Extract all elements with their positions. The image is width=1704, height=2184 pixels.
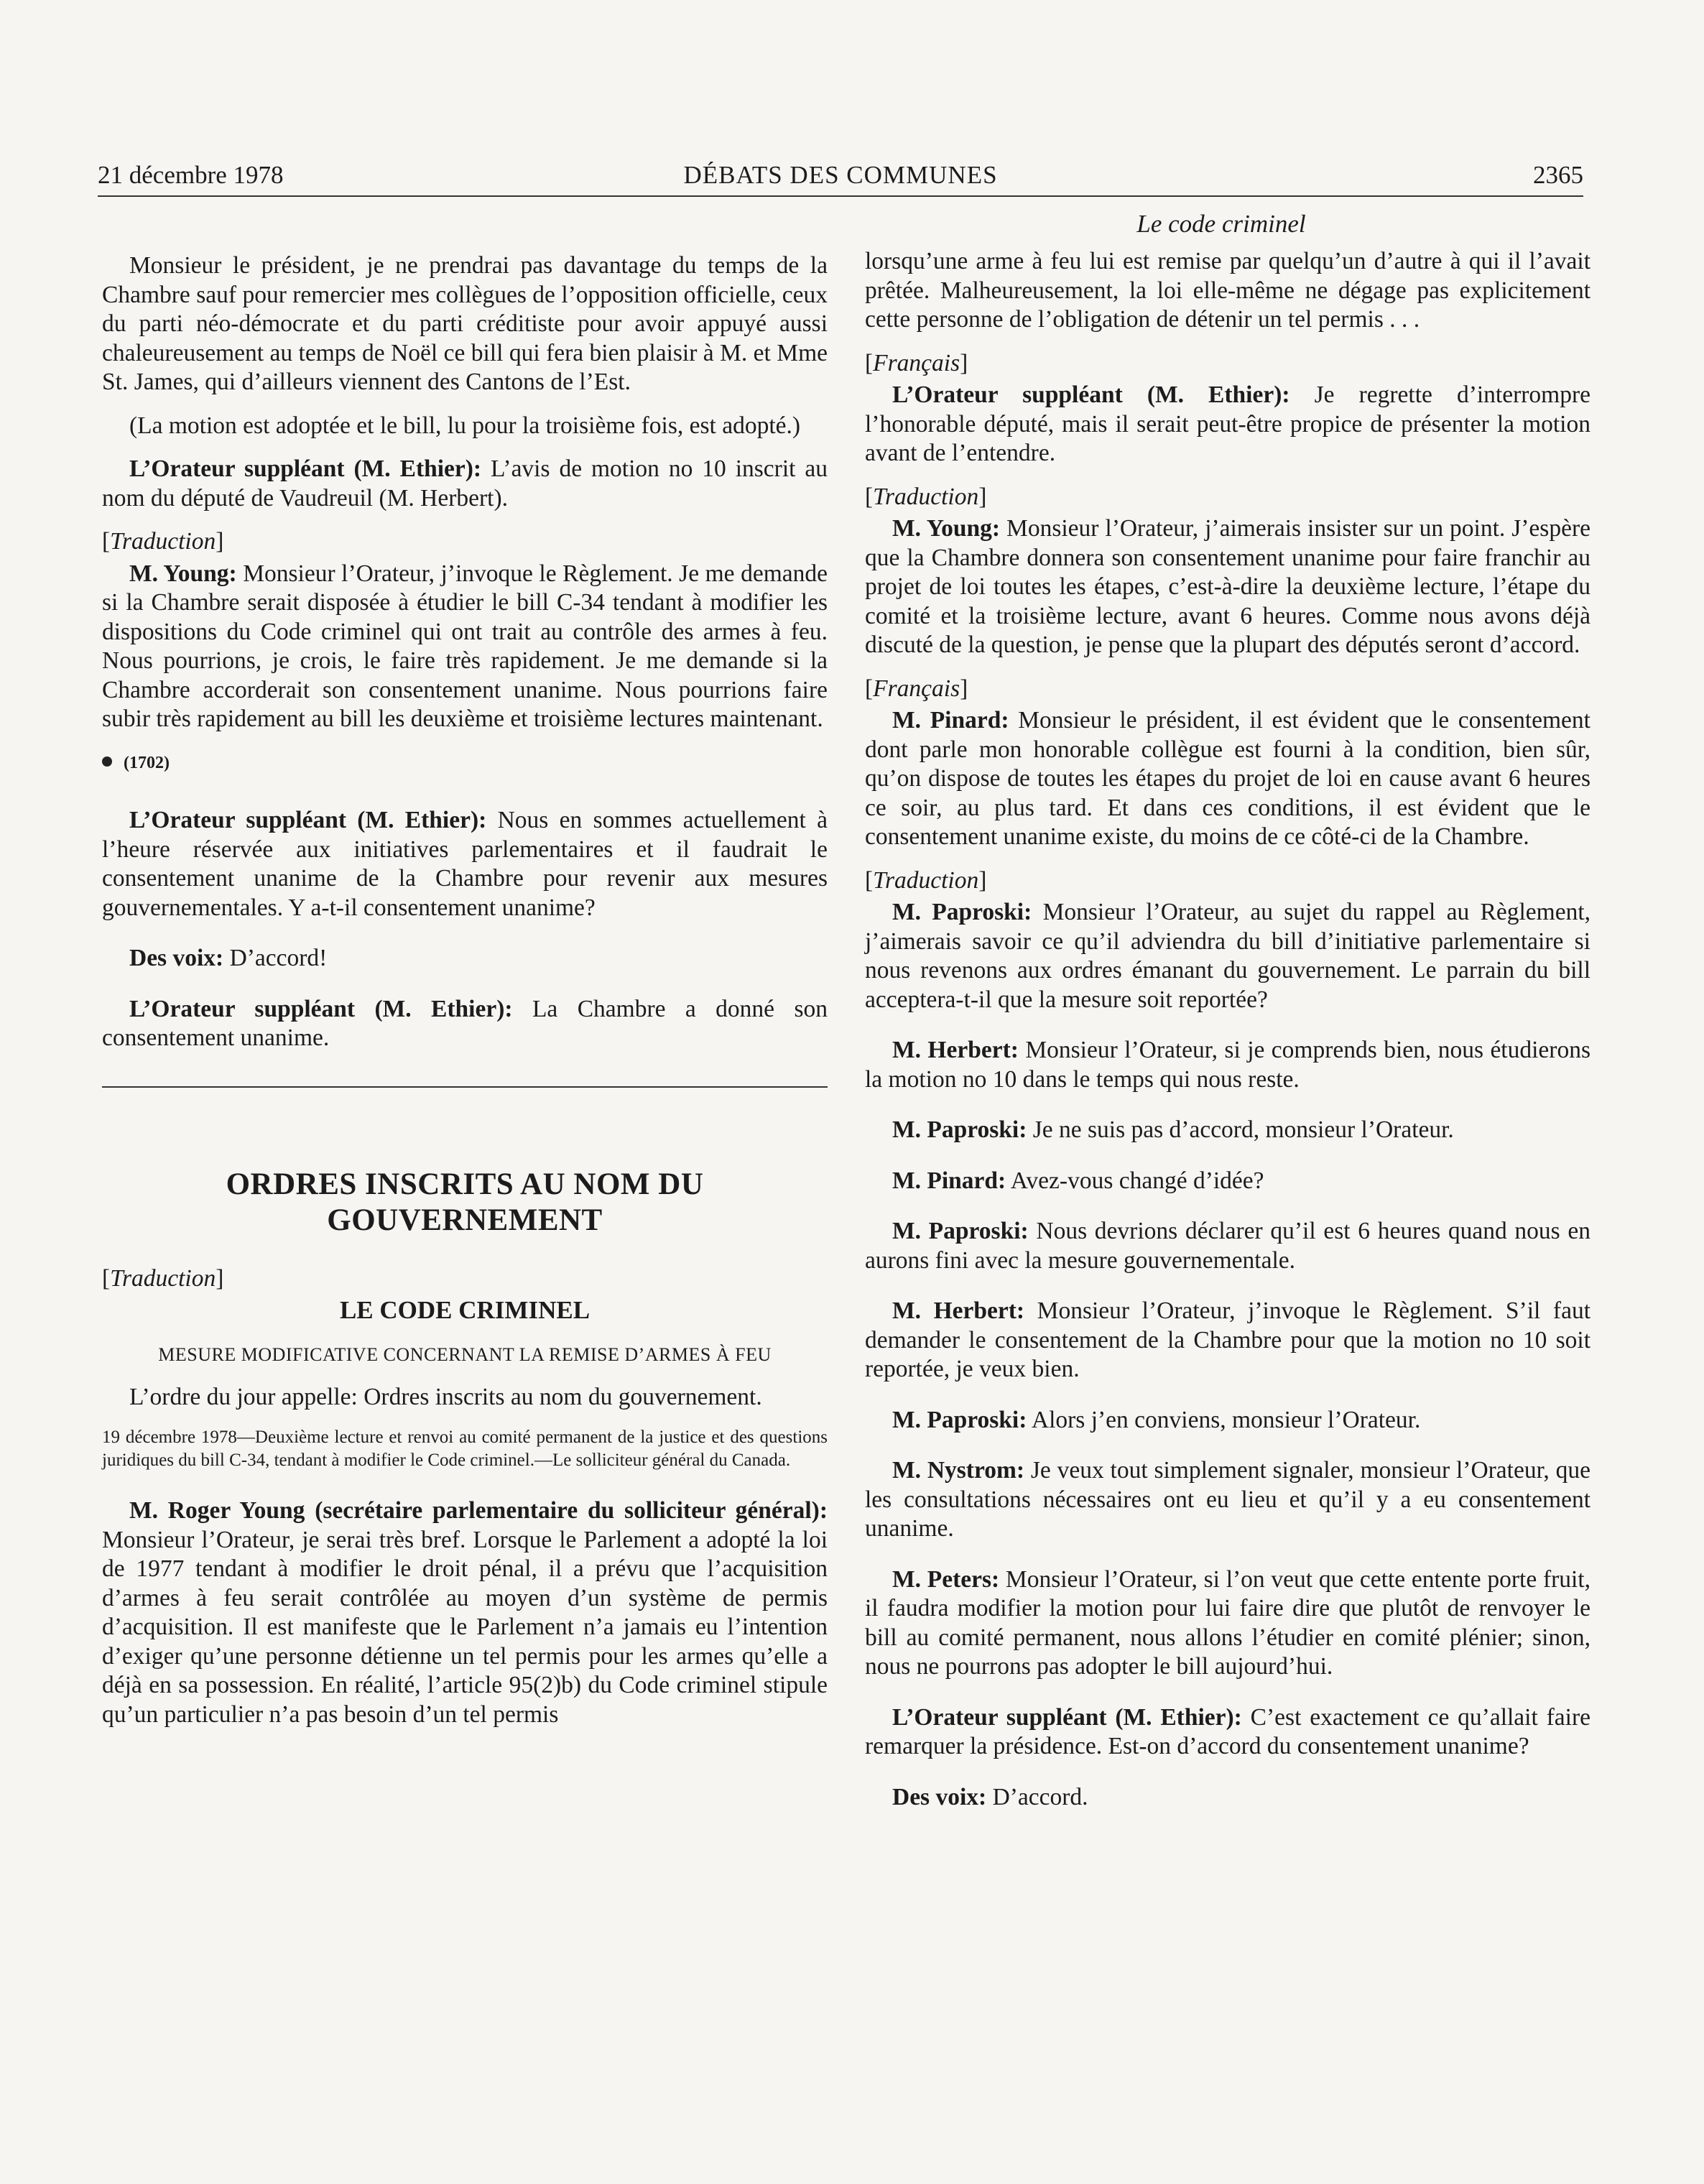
speech-text: D’accord!: [223, 945, 328, 971]
speech-text: Monsieur l’Orateur, j’invoque le Règlement. Je me demande si la Chambre serait disposée à étudier le bill C-34 tendant à modifier les dispositions du Code criminel qui ont trait au contrôle des armes à feu. Nous pourrions, je crois, le faire très rapidement. Je me demande si la Chambre accorderait son consentement unanime. Nous pourrions faire subir très rapidement au bill les deuxième et troisième lectures maintenant.: [102, 560, 828, 732]
speech-text: Nous devrions déclarer qu’il est 6 heures quand nous en aurons fini avec la mesure gouvernementale.: [865, 1218, 1591, 1274]
speaker: M. Paproski:: [892, 1116, 1027, 1143]
speech: [102, 995, 828, 1053]
speaker: M. Herbert:: [892, 1037, 1019, 1063]
speaker: M. Roger Young (secrétaire parlementaire du solliciteur général):: [129, 1497, 828, 1524]
speaker: M. Young:: [129, 560, 237, 587]
speech: [865, 1036, 1590, 1094]
speaker: Des voix:: [129, 945, 224, 971]
language-tag: [Français]: [865, 349, 968, 376]
speech-text: Je ne suis pas d’accord, monsieur l’Orateur.: [1027, 1116, 1454, 1143]
speech: [102, 1496, 828, 1729]
speech: [865, 1783, 1590, 1813]
speech: [865, 514, 1590, 660]
paragraph: L’ordre du jour appelle: Ordres inscrits au nom du gouvernement.: [129, 1383, 762, 1410]
language-tag: [Traduction]: [865, 866, 987, 894]
speech-text: Je regrette d’interrompre l’honorable député, mais il serait peut-être propice de présenter la motion avant de l’entendre.: [865, 381, 1590, 466]
speech: [102, 806, 828, 922]
speaker: L’Orateur suppléant (M. Ethier):: [892, 381, 1290, 408]
language-tag: [Traduction]: [865, 483, 987, 510]
page-header: [98, 155, 1583, 197]
speech: [865, 1297, 1590, 1384]
speech-text: Nous en sommes actuellement à l’heure réservée aux initiatives parlementaires et il faudrait le consentement unanime de la Chambre pour revenir aux mesures gouvernementales. Y a-t-il consentement unanime?: [102, 807, 828, 921]
speech-text: Monsieur l’Orateur, si l’on veut que cette entente porte fruit, il faudra modifier la motion pour lui faire dire que plutôt de renvoyer le bill au comité permanent, nous allons l’étudier en comité plénier; sinon, nous ne pourrons pas adopter le bill aujourd’hui.: [865, 1565, 1590, 1680]
speech: [865, 381, 1590, 468]
speech: [102, 455, 828, 513]
language-tag: [Traduction]: [102, 1264, 224, 1292]
speech-text: Monsieur le président, il est évident que le consentement dont parle mon honorable collègue est fourni à la condition, bien sûr, qu’on dispose de toutes les étapes du projet de loi en cause avant 6 heures ce soir, au plus tard. Et dans ces conditions, il est évident que le consentement unanime existe, du moins de ce côté-ci de la Chambre.: [865, 707, 1590, 850]
speaker: L’Orateur suppléant (M. Ethier):: [129, 807, 487, 833]
section-title: ORDRES INSCRITS AU NOM DU GOUVERNEMENT: [226, 1167, 704, 1237]
speech-text: Monsieur l’Orateur, j’aimerais insister sur un point. J’espère que la Chambre donnera son consentement unanime pour faire franchir au projet de loi toutes les étapes, c’est-à-dire la deuxième lecture, l’étape du comité et la troisième lecture, avant 6 heures. Comme nous avons déjà discuté de la question, je pense que la plupart des députés seront d’accord.: [865, 515, 1590, 658]
section-divider: [102, 1086, 828, 1088]
speaker: M. Paproski:: [892, 1218, 1029, 1244]
language-tag: [Français]: [865, 675, 968, 702]
speech-text: C’est exactement ce qu’allait faire remarquer la présidence. Est-on d’accord du consentement unanime?: [865, 1703, 1590, 1759]
language-tag: [Traduction]: [102, 528, 224, 555]
order-note: 19 décembre 1978—Deuxième lecture et renvoi au comité permanent de la justice et des questions juridiques du bill C-34, tendant à modifier le Code criminel.—Le solliciteur général du Canada.: [102, 1428, 828, 1470]
speech: [865, 706, 1590, 852]
speech: [865, 1406, 1590, 1435]
speech: [865, 1456, 1590, 1544]
header-date: 21 décembre 1978: [98, 161, 284, 189]
speaker: M. Paproski:: [892, 899, 1032, 925]
subsection-title: LE CODE CRIMINEL: [339, 1296, 591, 1324]
speaker: M. Nystrom:: [892, 1457, 1025, 1484]
speech-text: Monsieur l’Orateur, je serai très bref. Lorsque le Parlement a adopté la loi de 1977 tendant à modifier le droit pénal, il a prévu que l’acquisition d’armes à feu serait contrôlée au moyen d’un système de permis d’acquisition. Il est manifeste que le Parlement n’a jamais eu l’intention d’exiger qu’une personne détienne un tel permis pour les armes qu’elle a déjà en sa possession. En réalité, l’article 95(2)b) du Code criminel stipule qu’un particulier n’a pas besoin d’un tel permis: [102, 1526, 828, 1728]
right-column: [865, 247, 1590, 1826]
speaker: M. Pinard:: [892, 1167, 1006, 1194]
speech-text: Monsieur l’Orateur, au sujet du rappel au Règlement, j’aimerais savoir ce qu’il adviendra du bill d’initiative parlementaire si nous revenons aux ordres émanant du gouvernement. Le parrain du bill acceptera-t-il que la mesure soit reportée?: [865, 899, 1590, 1013]
speaker: M. Pinard:: [892, 707, 1009, 734]
speech-text: Monsieur l’Orateur, si je comprends bien, nous étudierons la motion no 10 dans le temps qui nous reste.: [865, 1037, 1590, 1093]
speaker: M. Paproski:: [892, 1406, 1027, 1433]
left-column: [102, 251, 828, 1744]
speaker: L’Orateur suppléant (M. Ethier):: [129, 455, 482, 482]
speech: [865, 1703, 1590, 1762]
speech: [865, 1565, 1590, 1682]
speech-text: Alors j’en conviens, monsieur l’Orateur.: [1027, 1406, 1421, 1433]
speech: [865, 1116, 1590, 1145]
speaker: Des voix:: [892, 1783, 987, 1810]
page-number: 2365: [1533, 161, 1583, 189]
running-head: Le code criminel: [1136, 210, 1306, 238]
paragraph: Monsieur le président, je ne prendrai pas davantage du temps de la Chambre sauf pour remercier mes collègues de l’opposition officielle, ceux du parti néo-démocrate et du parti créditiste pour avoir appuyé aussi chaleureusement au temps de Noël ce bill qui fera bien plaisir à M. et Mme St. James, qui d’ailleurs viennent des Cantons de l’Est.: [102, 252, 828, 395]
bullet-icon: [102, 756, 112, 767]
speaker: M. Peters:: [892, 1565, 1000, 1593]
header-title: DÉBATS DES COMMUNES: [683, 161, 998, 189]
speech: [865, 1217, 1590, 1275]
speech-text: Monsieur l’Orateur, j’invoque le Règlement. S’il faut demander le consentement de la Chambre pour que la motion no 10 soit reportée, je veux bien.: [865, 1297, 1590, 1382]
speech-text: L’avis de motion no 10 inscrit au nom du député de Vaudreuil (M. Herbert).: [102, 455, 828, 512]
timestamp: (1702): [102, 749, 828, 778]
speech-text: La Chambre a donné son consentement unanime.: [102, 995, 828, 1051]
speaker: M. Young:: [892, 515, 1001, 542]
speaker: L’Orateur suppléant (M. Ethier):: [129, 995, 513, 1022]
speech: [102, 560, 828, 734]
speech-text: Avez-vous changé d’idée?: [1006, 1167, 1264, 1194]
speaker: M. Herbert:: [892, 1297, 1025, 1324]
subsubsection-title: MESURE MODIFICATIVE CONCERNANT LA REMISE D’ARMES À FEU: [158, 1343, 772, 1365]
speech: [865, 898, 1590, 1014]
speaker: L’Orateur suppléant (M. Ethier):: [892, 1703, 1242, 1731]
speech: [102, 944, 828, 973]
paragraph: (La motion est adoptée et le bill, lu pour la troisième fois, est adopté.): [129, 412, 801, 439]
speech-text: Je veux tout simplement signaler, monsieur l’Orateur, que les consultations nécessaires ont eu lieu et qu’il y a eu consentement unanime.: [865, 1457, 1590, 1542]
speech-text: D’accord.: [986, 1783, 1088, 1810]
speech: [865, 1167, 1590, 1196]
paragraph: lorsqu’une arme à feu lui est remise par quelqu’un d’autre à qui il l’avait prêtée. Malheureusement, la loi elle-même ne dégage pas explicitement cette personne de l’obligation de détenir un tel permis . . .: [865, 248, 1590, 333]
